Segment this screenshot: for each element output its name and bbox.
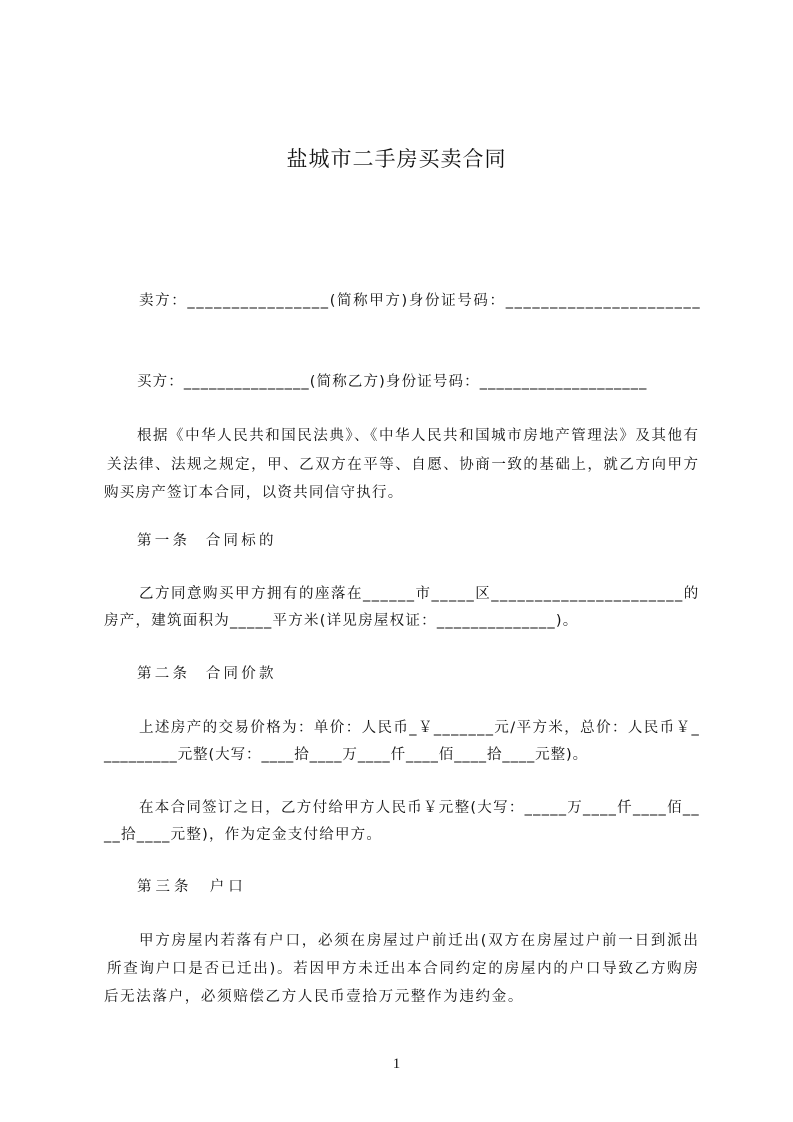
- preamble-line-1: 根据《中华人民共和国民法典》、《中华人民共和国城市房地产管理法》及其他有: [137, 428, 700, 444]
- article-2-heading: 第二条 合同价款: [137, 666, 277, 682]
- article-1-line-1: 乙方同意购买甲方拥有的座落在______市_____区______________________的: [139, 586, 700, 602]
- seller-line: 卖方：________________(简称甲方)身份证号码：______________________: [139, 293, 702, 309]
- contract-title: 盐城市二手房买卖合同: [286, 147, 507, 171]
- buyer-line: 买方：_______________(简称乙方)身份证号码：____________________: [137, 374, 648, 390]
- article-3-heading: 第三条 户口: [137, 879, 247, 895]
- article-2-line-1: 上述房产的交易价格为：单价：人民币_￥_______元/平方米，总价：人民币￥_: [139, 720, 701, 736]
- article-1-line-2: 房产，建筑面积为_____平方米(详见房屋权证：______________)。: [104, 613, 579, 629]
- deposit-line-2: __拾____元整)，作为定金支付给甲方。: [104, 827, 383, 843]
- article-3-line-3: 后无法落户，必须赔偿乙方人民币壹拾万元整作为违约金。: [104, 989, 524, 1005]
- preamble-line-3: 购买房产签订本合同，以资共同信守执行。: [104, 485, 404, 501]
- article-2-line-2: _________元整(大写：____拾____万____仟____佰____拾____元整)。: [104, 747, 589, 763]
- article-1-heading: 第一条 合同标的: [137, 533, 277, 549]
- preamble-line-2: 关法律、法规之规定，甲、乙双方在平等、自愿、协商一致的基础上，就乙方向甲方: [107, 457, 700, 473]
- deposit-line-1: 在本合同签订之日，乙方付给甲方人民币￥元整(大写：_____万____仟____佰__: [139, 800, 700, 816]
- article-3-line-1: 甲方房屋内若落有户口，必须在房屋过户前迁出(双方在房屋过户前一日到派出: [139, 933, 700, 949]
- article-3-line-2: 所查询户口是否已迁出)。若因甲方未迁出本合同约定的房屋内的户口导致乙方购房: [107, 961, 700, 977]
- page-number: 1: [392, 1056, 401, 1072]
